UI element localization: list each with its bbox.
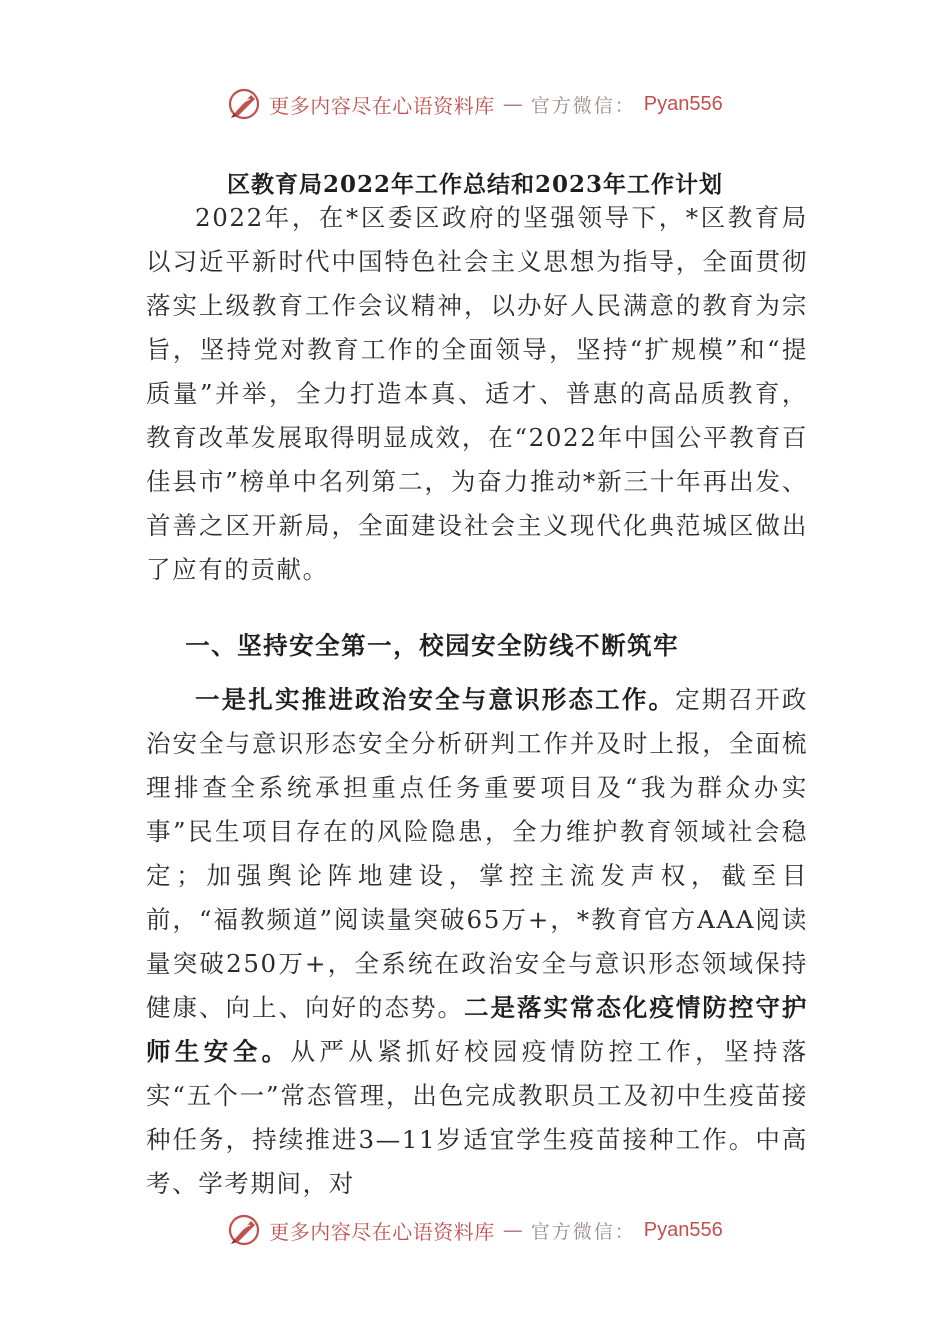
section-text-2: 从严从紧抓好校园疫情防控工作，坚持落实“五个一”常态管理，出色完成教职员工及初中生疫苗接种任务，持续推进3—11岁适宜学生疫苗接种工作。中高考、学考期间，对 <box>146 1037 808 1198</box>
banner-wechat-id: Pyan556 <box>643 92 723 115</box>
banner-wechat-label: 官方微信： <box>530 1220 636 1243</box>
pen-logo-icon <box>227 87 261 121</box>
banner-separator: — <box>502 92 523 116</box>
footer-banner <box>0 1210 950 1250</box>
lead-sentence-2: 二是落实常态化疫情防控守护师生安全。 <box>146 993 808 1066</box>
section-body <box>146 678 808 1206</box>
document-title: 区教育局2022年工作总结和2023年工作计划 <box>226 171 724 198</box>
section-paragraph <box>146 678 808 1206</box>
banner-text: 更多内容尽在心语资料库 <box>269 93 495 118</box>
banner-wechat-label: 官方微信： <box>530 94 636 117</box>
intro-block <box>146 196 808 592</box>
intro-paragraph: 2022年，在*区委区政府的坚强领导下，*区教育局以习近平新时代中国特色社会主义思想为指导，全面贯彻落实上级教育工作会议精神，以办好人民满意的教育为宗旨，坚持党对教育工作的全面领导，坚持“扩规模”和“提质量”并举，全力打造本真、适才、普惠的高品质教育，教育改革发展取得明显成效，在“2022年中国公平教育百佳县市”榜单中名列第二，为奋力推动*新三十年再出发、首善之区开新局，全面建设社会主义现代化典范城区做出了应有的贡献。 <box>146 203 808 584</box>
banner-wechat-id: Pyan556 <box>643 1218 723 1241</box>
lead-sentence-1: 一是扎实推进政治安全与意识形态工作。 <box>195 685 676 714</box>
pen-logo-icon <box>227 1213 261 1247</box>
section-heading: 一、坚持安全第一，校园安全防线不断筑牢 <box>185 631 680 660</box>
banner-separator: — <box>502 1218 523 1242</box>
header-banner <box>0 84 950 124</box>
section-text-1: 定期召开政治安全与意识形态安全分析研判工作并及时上报，全面梳理排查全系统承担重点任务重要项目及“我为群众办实事”民生项目存在的风险隐患，全力维护教育领域社会稳定；加强舆论阵地建设，掌控主流发声权，截至目前，“福教频道”阅读量突破65万+，*教育官方AAA阅读量突破250万+，全系统在政治安全与意识形态领域保持健康、向上、向好的态势。 <box>146 685 808 1022</box>
banner-text: 更多内容尽在心语资料库 <box>269 1219 495 1244</box>
